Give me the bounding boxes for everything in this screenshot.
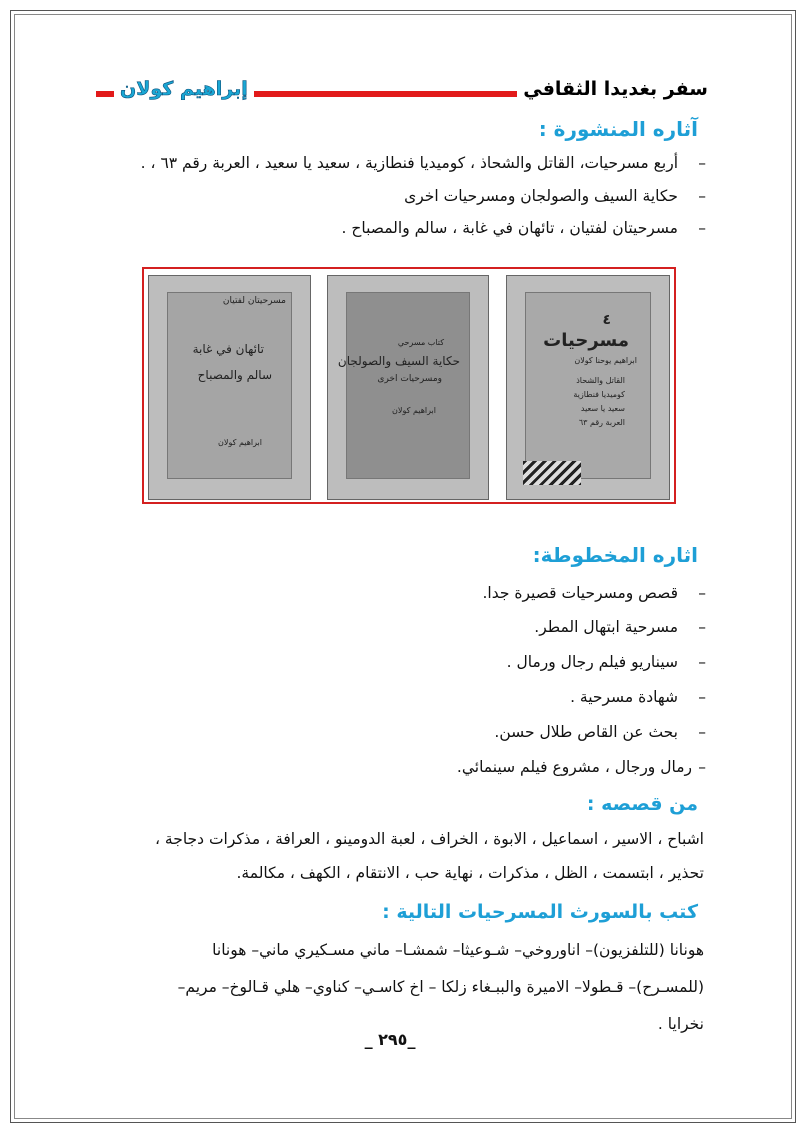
- book-cover-four-plays: ٤ مسرحيات ابراهيم يوحنا كولان القاتل والشحاذ كوميديا فنطازية سعيد يا سعيد العربة رقم ٦٣: [506, 275, 670, 500]
- author-name: إبراهيم كولان: [114, 78, 254, 100]
- manuscript-item: –رمال ورجال ، مشروع فيلم سينمائي.: [456, 758, 706, 776]
- book-cover-two-plays: مسرحيتان لفتيان تائهان في غابة سالم والمصباح ابراهيم كولان: [148, 275, 311, 500]
- syriac-line: (للمسـرح)– قـطولا– الاميرة والببـغاء زلكا – اخ كاسـي– كناوي– هلي قـالوخ– مريم–: [177, 978, 704, 996]
- stories-line: تحذير ، ابتسمت ، الظل ، مذكرات ، نهاية حب ، الانتقام ، الكهف ، مكالمة.: [236, 864, 704, 882]
- running-header: [96, 78, 708, 106]
- stories-heading: من قصصه :: [586, 793, 698, 815]
- stories-text: [94, 822, 704, 890]
- published-works-heading: آثاره المنشورة :: [538, 117, 698, 141]
- manuscript-item: –بحث عن القاص طلال حسن.: [494, 723, 706, 741]
- syriac-plays-heading: كتب بالسورث المسرحيات التالية :: [382, 901, 698, 923]
- manuscript-item: –مسرحية ابتهال المطر.: [534, 618, 706, 636]
- cover-decoration: [523, 461, 581, 485]
- manuscript-item: –قصص ومسرحيات قصيرة جدا.: [482, 584, 706, 602]
- syriac-line: هونانا (للتلفزيون)– اناوروخي– شـوعيثا– شمشـا– ماني مسـكيري ماني– هونانا: [212, 941, 704, 959]
- syriac-plays-text: [94, 932, 704, 1043]
- page-number: _ ٢٩٥_: [364, 1030, 416, 1049]
- published-item: –أربع مسرحيات، القاتل والشحاذ ، كوميديا فنطازية ، سعيد يا سعيد ، العربة رقم ٦٣ ، .: [140, 154, 706, 172]
- published-item: –مسرحيتان لفتيان ، تائهان في غابة ، سالم والمصباح .: [341, 219, 706, 237]
- stories-line: اشباح ، الاسير ، اسماعيل ، الابوة ، الخراف ، لعبة الدومينو ، العرافة ، مذكرات دجاجة ،: [155, 830, 704, 848]
- syriac-line: نخرايا .: [657, 1015, 704, 1033]
- published-item: –حكاية السيف والصولجان ومسرحيات اخرى: [404, 187, 706, 205]
- book-covers-photo: [142, 267, 676, 504]
- manuscript-item: –شهادة مسرحية .: [570, 688, 706, 706]
- manuscripts-heading: اثاره المخطوطة:: [532, 543, 698, 567]
- book-title: سفر بغديدا الثقافي: [517, 78, 708, 100]
- manuscript-item: –سيناريو فيلم رجال ورمال .: [506, 653, 706, 671]
- book-cover-sword-scepter: كتاب مسرحي حكاية السيف والصولجان ومسرحيات اخرى ابراهيم كولان: [327, 275, 489, 500]
